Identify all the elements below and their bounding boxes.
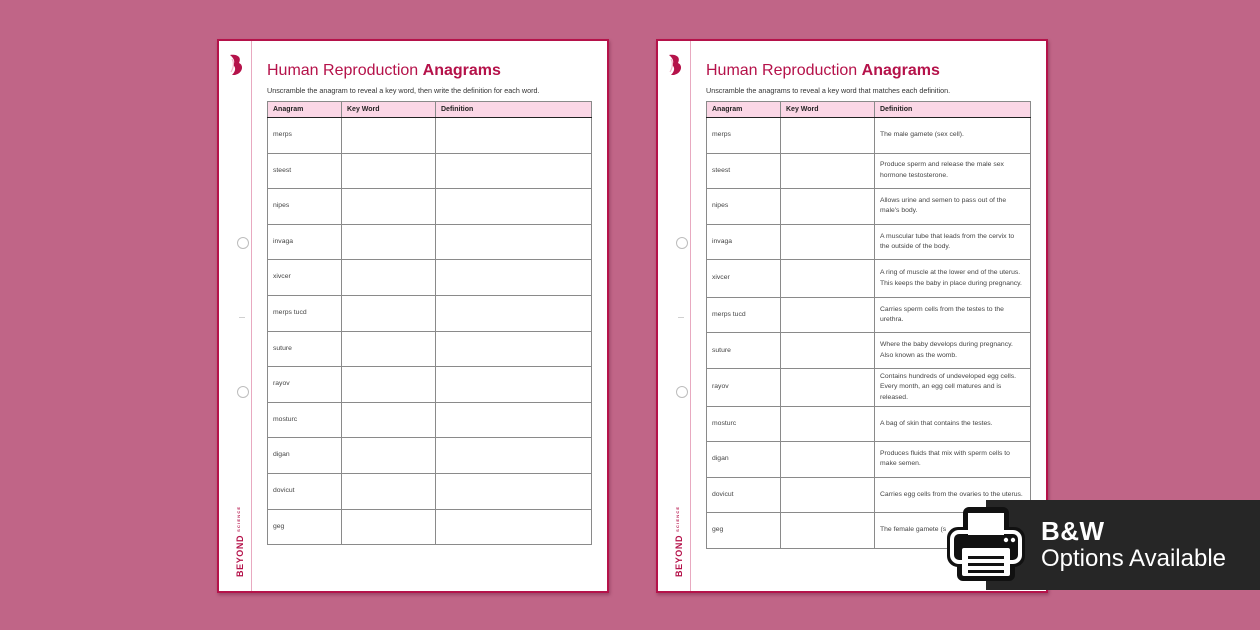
column-header-definition: Definition <box>436 102 592 118</box>
anagram-cell: digan <box>268 438 342 474</box>
key-word-cell <box>781 189 875 225</box>
margin-line <box>690 41 691 591</box>
table-row <box>268 260 592 296</box>
title-regular: Human Reproduction <box>267 62 423 79</box>
key-word-cell <box>342 189 436 225</box>
brand-name: BEYOND <box>674 534 684 577</box>
badge-subtitle: Options Available <box>1041 545 1227 572</box>
table-row <box>268 402 592 438</box>
anagram-table <box>267 101 592 545</box>
printer-icon <box>946 506 1026 582</box>
column-header-key-word: Key Word <box>342 102 436 118</box>
page-title <box>706 62 940 80</box>
anagram-cell: merps <box>707 118 781 154</box>
anagram-cell: mosturc <box>268 402 342 438</box>
column-header-anagram: Anagram <box>268 102 342 118</box>
title-bold: Anagrams <box>861 62 940 79</box>
definition-cell <box>436 473 592 509</box>
anagram-cell: invaga <box>268 224 342 260</box>
definition-cell <box>436 438 592 474</box>
definition-cell <box>436 260 592 296</box>
anagram-cell: dovicut <box>268 473 342 509</box>
beyond-logo-icon <box>227 53 245 77</box>
key-word-cell <box>781 477 875 513</box>
brand-name: BEYOND <box>235 534 245 577</box>
table-row <box>707 260 1031 298</box>
punch-hole <box>237 237 249 249</box>
key-word-cell <box>342 224 436 260</box>
key-word-cell <box>342 331 436 367</box>
definition-cell <box>436 509 592 545</box>
definition-cell <box>436 224 592 260</box>
badge-title: B&W <box>1041 516 1105 546</box>
definition-cell <box>436 295 592 331</box>
column-header-definition: Definition <box>875 102 1031 118</box>
table-row <box>707 153 1031 189</box>
key-word-cell <box>342 260 436 296</box>
table-row <box>268 367 592 403</box>
anagram-cell: digan <box>707 442 781 478</box>
anagram-cell: rayov <box>707 369 781 407</box>
definition-cell: Contains hundreds of undeveloped egg cells. Every month, an egg cell matures and is released. <box>875 369 1031 407</box>
table-row <box>268 438 592 474</box>
instructions: Unscramble the anagrams to reveal a key word that matches each definition. <box>706 86 951 95</box>
table-row <box>707 406 1031 442</box>
punch-hole <box>237 386 249 398</box>
anagram-cell: invaga <box>707 224 781 260</box>
anagram-cell: geg <box>268 509 342 545</box>
table-row <box>707 333 1031 369</box>
column-header-anagram: Anagram <box>707 102 781 118</box>
table-row <box>268 189 592 225</box>
key-word-cell <box>342 118 436 154</box>
brand-sub: SCIENCE <box>236 505 241 532</box>
anagram-cell: steest <box>707 153 781 189</box>
table-row <box>707 224 1031 260</box>
table-row <box>707 189 1031 225</box>
margin-line <box>251 41 252 591</box>
table-row <box>707 297 1031 333</box>
key-word-cell <box>342 295 436 331</box>
anagram-cell: merps tucd <box>707 297 781 333</box>
anagram-cell: mosturc <box>707 406 781 442</box>
table-row <box>707 369 1031 407</box>
title-regular: Human Reproduction <box>706 62 862 79</box>
definition-cell <box>436 189 592 225</box>
table-row <box>268 509 592 545</box>
key-word-cell <box>781 442 875 478</box>
key-word-cell <box>342 402 436 438</box>
table-row <box>707 118 1031 154</box>
definition-cell: Where the baby develops during pregnancy. Also known as the womb. <box>875 333 1031 369</box>
table-row <box>268 331 592 367</box>
key-word-cell <box>781 224 875 260</box>
key-word-cell <box>781 406 875 442</box>
definition-cell: A muscular tube that leads from the cervix to the outside of the body. <box>875 224 1031 260</box>
definition-cell: A ring of muscle at the lower end of the uterus. This keeps the baby in place during pregnancy. <box>875 260 1031 298</box>
definition-cell: Produces fluids that mix with sperm cells to make semen. <box>875 442 1031 478</box>
definition-cell: The female gamete (s <box>875 513 1031 549</box>
anagram-cell: suture <box>268 331 342 367</box>
definition-cell: Allows urine and semen to pass out of the male's body. <box>875 189 1031 225</box>
key-word-cell <box>781 369 875 407</box>
anagram-cell: merps <box>268 118 342 154</box>
definition-cell: Carries egg cells from the ovaries to the uterus. <box>875 477 1031 513</box>
key-word-cell <box>781 118 875 154</box>
anagram-cell: xivcer <box>268 260 342 296</box>
anagram-cell: xivcer <box>707 260 781 298</box>
instructions: Unscramble the anagram to reveal a key word, then write the definition for each word. <box>267 86 540 95</box>
table-row <box>268 473 592 509</box>
punch-hole <box>676 237 688 249</box>
title-bold: Anagrams <box>422 62 501 79</box>
beyond-logo-icon <box>666 53 684 77</box>
table-row <box>268 224 592 260</box>
definition-cell: A bag of skin that contains the testes. <box>875 406 1031 442</box>
table-row <box>268 118 592 154</box>
anagram-cell: suture <box>707 333 781 369</box>
definition-cell <box>436 153 592 189</box>
definition-cell <box>436 402 592 438</box>
table-row <box>268 295 592 331</box>
key-word-cell <box>781 513 875 549</box>
anagram-cell: nipes <box>268 189 342 225</box>
anagram-cell: merps tucd <box>268 295 342 331</box>
definition-cell: The male gamete (sex cell). <box>875 118 1031 154</box>
brand-sub: SCIENCE <box>675 505 680 532</box>
column-header-key-word: Key Word <box>781 102 875 118</box>
anagram-cell: nipes <box>707 189 781 225</box>
anagram-cell: dovicut <box>707 477 781 513</box>
key-word-cell <box>342 367 436 403</box>
key-word-cell <box>342 438 436 474</box>
definition-cell <box>436 367 592 403</box>
key-word-cell <box>781 333 875 369</box>
key-word-cell <box>781 153 875 189</box>
key-word-cell <box>781 297 875 333</box>
table-row <box>268 153 592 189</box>
anagram-cell: geg <box>707 513 781 549</box>
definition-cell: Carries sperm cells from the testes to the urethra. <box>875 297 1031 333</box>
key-word-cell <box>342 473 436 509</box>
key-word-cell <box>342 509 436 545</box>
page-title <box>267 62 501 80</box>
anagram-cell: steest <box>268 153 342 189</box>
key-word-cell <box>342 153 436 189</box>
definition-cell <box>436 331 592 367</box>
punch-hole <box>676 386 688 398</box>
fold-mark <box>239 317 245 318</box>
anagram-table <box>706 101 1031 549</box>
bw-options-badge <box>986 500 1260 590</box>
key-word-cell <box>781 260 875 298</box>
fold-mark <box>678 317 684 318</box>
anagram-cell: rayov <box>268 367 342 403</box>
definition-cell <box>436 118 592 154</box>
worksheet-preview-blank <box>217 39 609 593</box>
table-row <box>707 442 1031 478</box>
definition-cell: Produce sperm and release the male sex hormone testosterone. <box>875 153 1031 189</box>
